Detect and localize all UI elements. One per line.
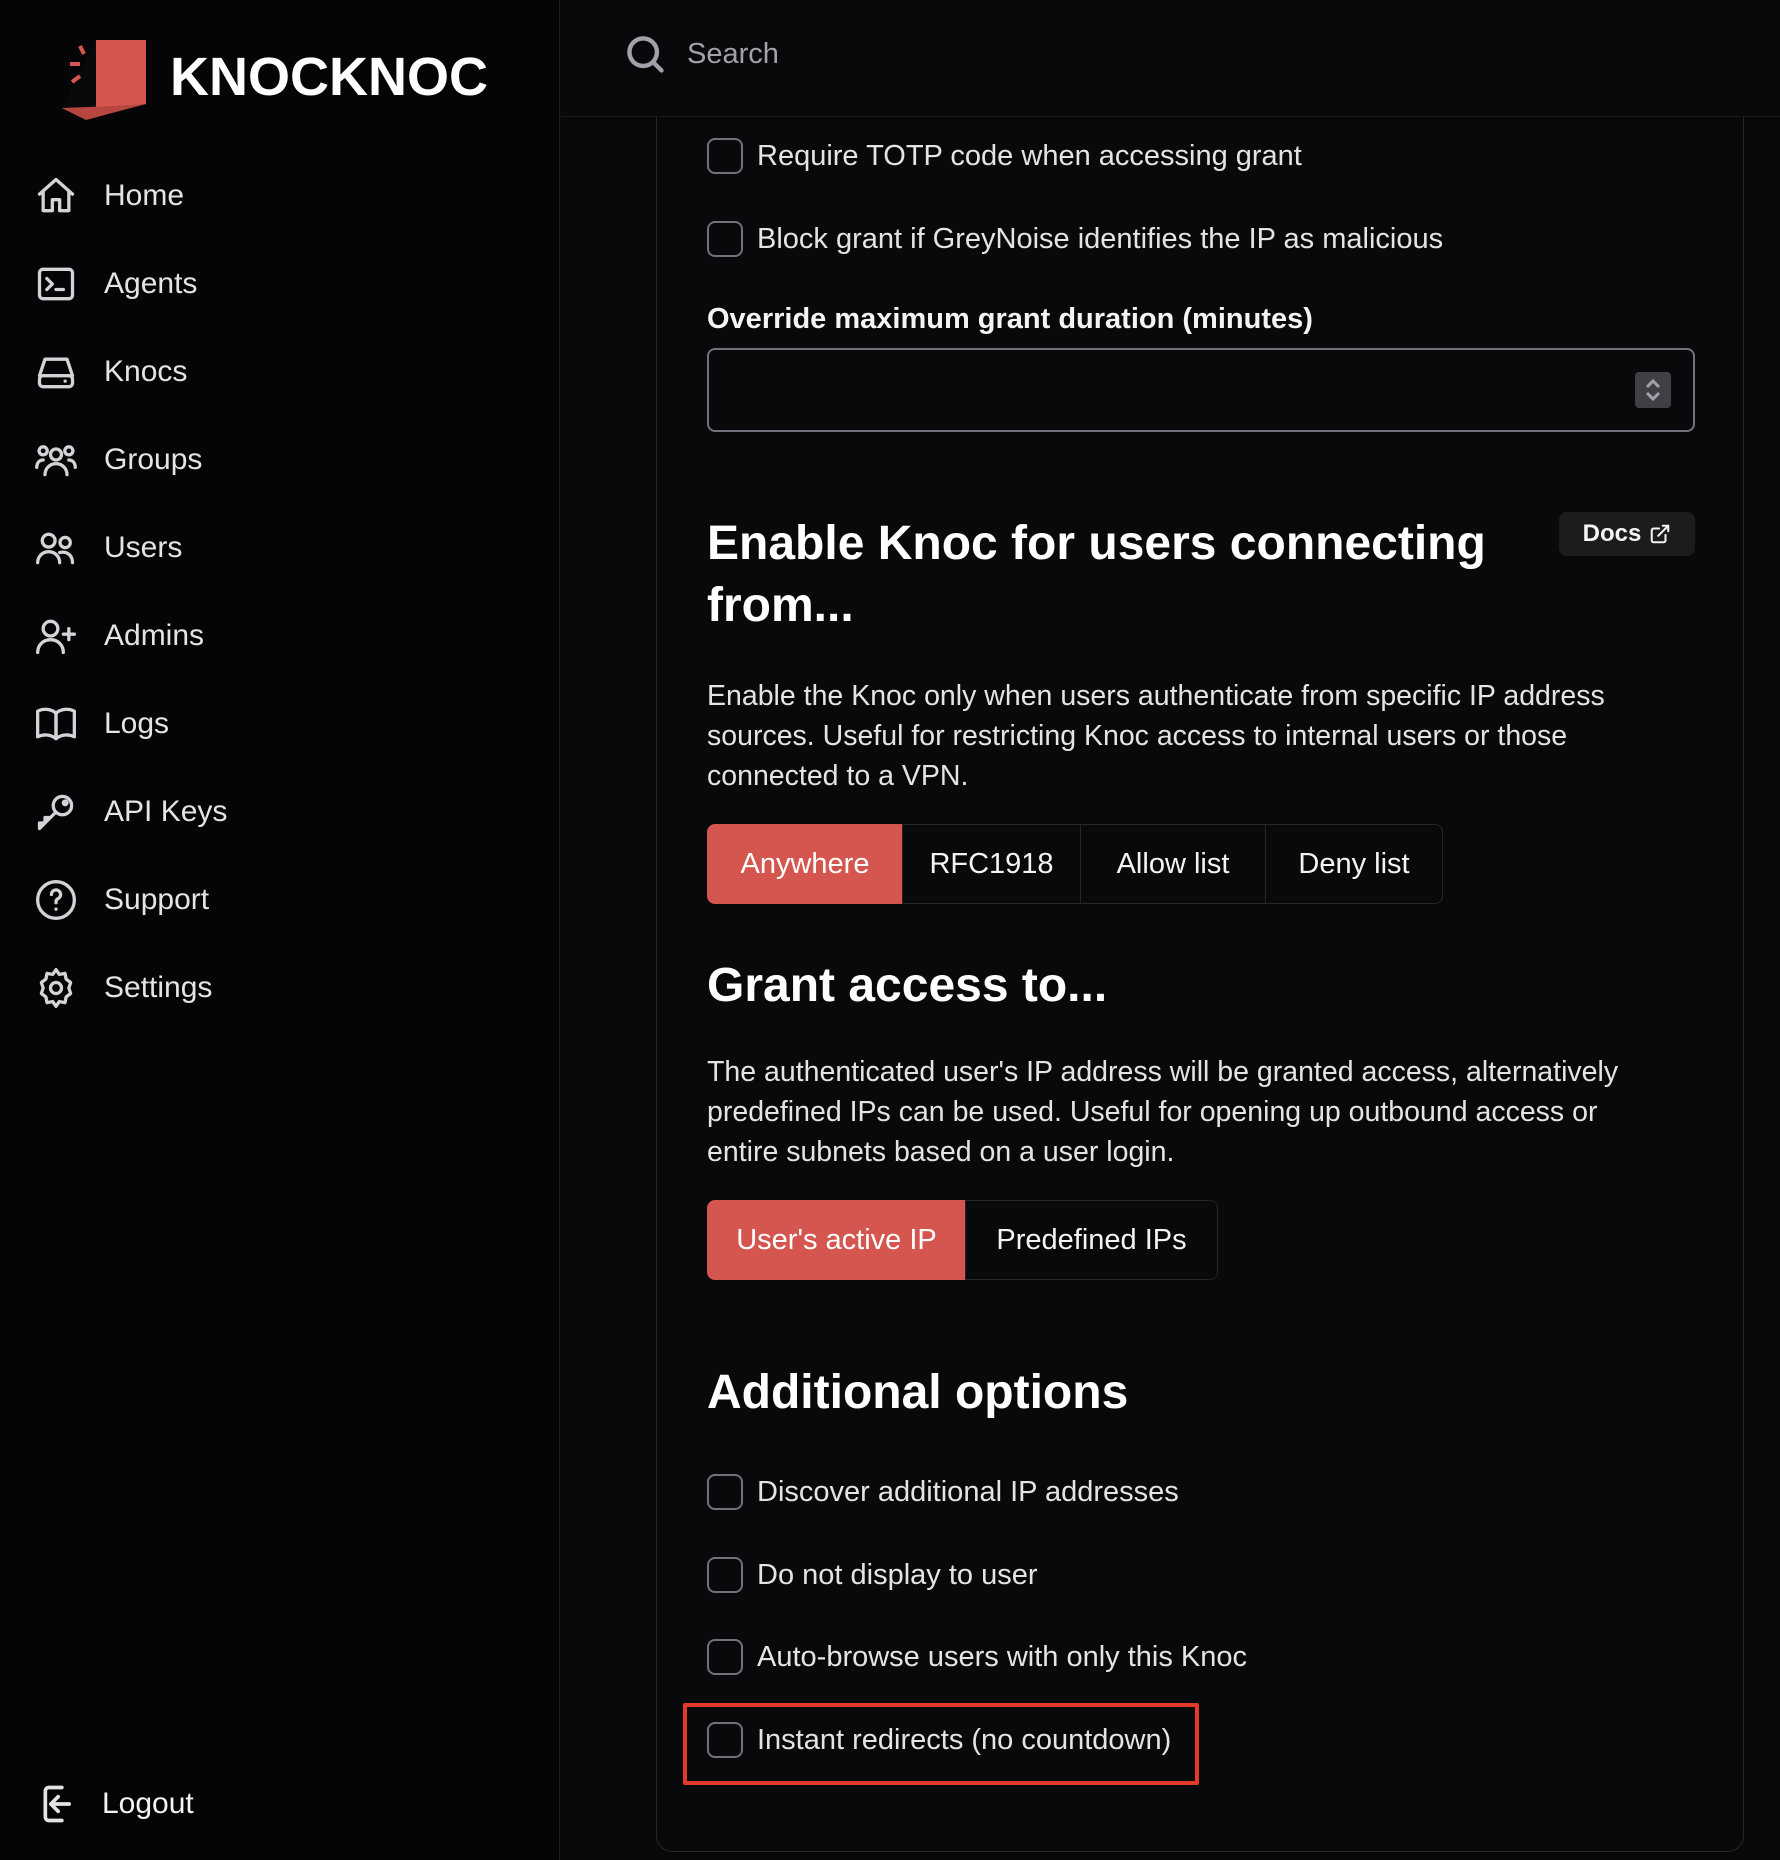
auto-browse-label: Auto-browse users with only this Knoc bbox=[757, 1640, 1247, 1673]
option-predefined-ips[interactable]: Predefined IPs bbox=[965, 1200, 1218, 1280]
greynoise-label: Block grant if GreyNoise identifies the IP as malicious bbox=[757, 222, 1444, 255]
sidebar-item-label: API Keys bbox=[104, 795, 228, 828]
duration-field[interactable] bbox=[707, 348, 1695, 432]
external-link-icon bbox=[1649, 523, 1671, 545]
additional-options-title: Additional options bbox=[707, 1366, 1129, 1419]
users-icon bbox=[34, 526, 78, 570]
hide-from-user-checkbox[interactable] bbox=[707, 1557, 743, 1593]
discover-ip-option[interactable] bbox=[707, 1474, 1179, 1510]
enable-source-selector bbox=[707, 824, 1442, 904]
question-icon bbox=[34, 878, 78, 922]
sidebar-nav bbox=[0, 152, 560, 1032]
sidebar-item-label: Groups bbox=[104, 443, 203, 476]
logout-label: Logout bbox=[102, 1787, 194, 1820]
sidebar-item-label: Logs bbox=[104, 707, 170, 740]
duration-input[interactable] bbox=[709, 350, 1629, 430]
brand-name: KNOCKNOC bbox=[170, 47, 488, 107]
option-rfc1918[interactable]: RFC1918 bbox=[902, 824, 1081, 904]
sidebar-item-knocs[interactable] bbox=[0, 328, 560, 416]
logout-button[interactable] bbox=[38, 1782, 194, 1826]
sidebar-item-label: Users bbox=[104, 531, 183, 564]
grant-target-selector bbox=[707, 1200, 1217, 1280]
totp-checkbox[interactable] bbox=[707, 138, 743, 174]
greynoise-option[interactable] bbox=[707, 221, 1443, 257]
option-anywhere[interactable]: Anywhere bbox=[707, 824, 903, 904]
sidebar-item-admins[interactable] bbox=[0, 592, 560, 680]
grant-section-description: The authenticated user's IP address will be granted access, alternatively predefined IPs can be used. Useful for opening up outbound access or entire subnets based on a user login. bbox=[707, 1056, 1619, 1168]
key-icon bbox=[34, 790, 78, 834]
duration-label: Override maximum grant duration (minutes) bbox=[707, 303, 1313, 335]
auto-browse-checkbox[interactable] bbox=[707, 1639, 743, 1675]
drive-icon bbox=[34, 350, 78, 394]
totp-option[interactable] bbox=[707, 138, 1302, 174]
option-users-active-ip[interactable]: User's active IP bbox=[707, 1200, 966, 1280]
hide-from-user-label: Do not display to user bbox=[757, 1558, 1038, 1591]
instant-redirects-option[interactable] bbox=[707, 1722, 1171, 1758]
option-deny-list[interactable]: Deny list bbox=[1265, 824, 1443, 904]
sidebar-item-groups[interactable] bbox=[0, 416, 560, 504]
sidebar-item-home[interactable] bbox=[0, 152, 560, 240]
user-plus-icon bbox=[34, 614, 78, 658]
sidebar-item-settings[interactable] bbox=[0, 944, 560, 1032]
enable-section-title: Enable Knoc for users connecting from... bbox=[707, 517, 1486, 632]
discover-ip-label: Discover additional IP addresses bbox=[757, 1475, 1179, 1508]
duration-stepper[interactable] bbox=[1635, 372, 1671, 408]
book-icon bbox=[34, 702, 78, 746]
sidebar-item-users[interactable] bbox=[0, 504, 560, 592]
knocknoc-logo-icon bbox=[56, 34, 152, 120]
logout-icon bbox=[38, 1782, 82, 1826]
grant-section-title: Grant access to... bbox=[707, 959, 1108, 1012]
sidebar-item-label: Admins bbox=[104, 619, 205, 652]
sidebar-item-support[interactable] bbox=[0, 856, 560, 944]
docs-button[interactable] bbox=[1559, 512, 1695, 556]
user-group-icon bbox=[34, 438, 78, 482]
instant-redirects-checkbox[interactable] bbox=[707, 1722, 743, 1758]
sidebar-item-agents[interactable] bbox=[0, 240, 560, 328]
discover-ip-checkbox[interactable] bbox=[707, 1474, 743, 1510]
instant-redirects-label: Instant redirects (no countdown) bbox=[757, 1723, 1172, 1756]
sidebar-item-label: Agents bbox=[104, 267, 198, 300]
sidebar-item-label: Support bbox=[104, 883, 210, 916]
terminal-icon bbox=[34, 262, 78, 306]
home-icon bbox=[34, 174, 78, 218]
brand-logo[interactable] bbox=[56, 34, 488, 120]
search-icon bbox=[623, 32, 667, 76]
hide-from-user-option[interactable] bbox=[707, 1557, 1037, 1593]
sidebar-item-api-keys[interactable] bbox=[0, 768, 560, 856]
enable-section-description: Enable the Knoc only when users authenticate from specific IP address sources. Useful for restricting Knoc access to internal users or those connected to a VPN. bbox=[707, 680, 1605, 792]
sidebar-item-label: Home bbox=[104, 179, 185, 212]
greynoise-checkbox[interactable] bbox=[707, 221, 743, 257]
auto-browse-option[interactable] bbox=[707, 1639, 1247, 1675]
sidebar-item-label: Knocs bbox=[104, 355, 188, 388]
search-input[interactable] bbox=[687, 28, 1587, 80]
docs-label: Docs bbox=[1582, 520, 1642, 547]
top-bar bbox=[561, 0, 1780, 117]
option-allow-list[interactable]: Allow list bbox=[1080, 824, 1266, 904]
gear-icon bbox=[34, 966, 78, 1010]
knoc-settings-card bbox=[656, 117, 1744, 1852]
chevron-up-down-icon bbox=[1635, 372, 1671, 408]
totp-label: Require TOTP code when accessing grant bbox=[757, 139, 1302, 172]
sidebar-item-logs[interactable] bbox=[0, 680, 560, 768]
sidebar bbox=[0, 0, 560, 1860]
sidebar-item-label: Settings bbox=[104, 971, 213, 1004]
